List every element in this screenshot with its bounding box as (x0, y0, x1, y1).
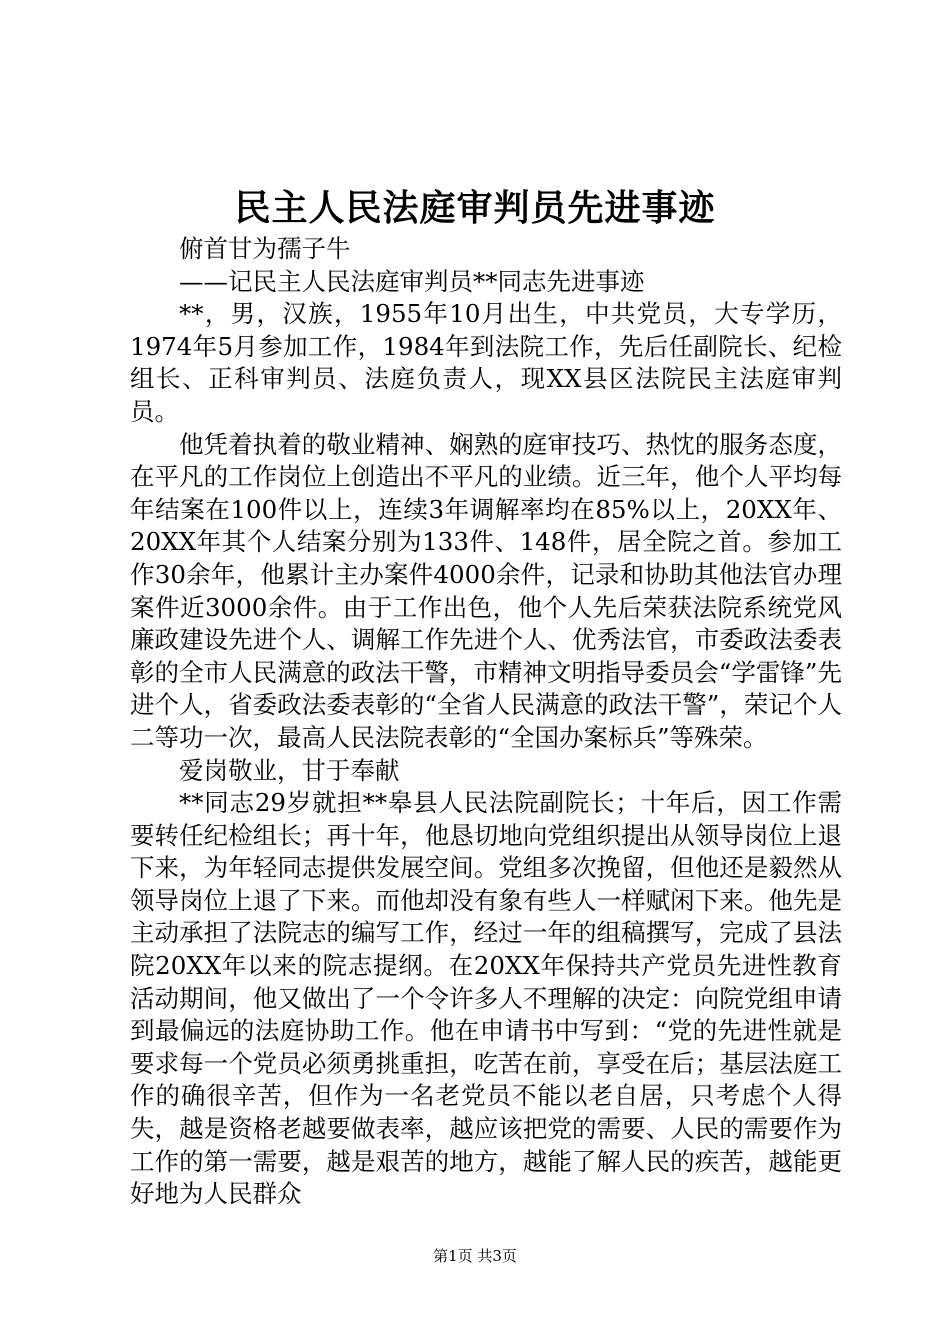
document-title: 民主人民法庭审判员先进事迹 (234, 187, 716, 229)
subtitle-line: 俯首甘为孺子牛 (179, 234, 351, 263)
paragraph-profile: **，男，汉族，1955年10月出生，中共党员，大专学历，1974年5月参加工作，1984年到法院工作，先后任副院长、纪检组长、正科审判员、法庭负责人，现XX县区法院民主法庭审判员。 (130, 299, 842, 426)
page-number-footer: 第1页 共3页 (433, 1247, 517, 1265)
section-heading: 爱岗敬业，甘于奉献 (179, 755, 400, 785)
paragraph-achievements: 他凭着执着的敬业精神、娴熟的庭审技巧、热忱的服务态度，在平凡的工作岗位上创造出不平凡的业绩。近三年，他个人平均每年结案在100件以上，连续3年调解率均在85%以上，20XX年、20XX年其个人结案分别为133件、148件，居全院之首。参加工作30余年，他累计主办案件4000余件，记录和协助其他法官办理案件近3000余件。由于工作出色，他个人先后荣获法院系统党风廉政建设先进个人、调解工作先进个人、优秀法官，市委政法委表彰的全市人民满意的政法干警，市精神文明指导委员会“学雷锋”先进个人，省委政法委表彰的“全省人民满意的政法干警”，荣记个人二等功一次，最高人民法院表彰的“全国办案标兵”等殊荣。 (130, 429, 842, 752)
paragraph-dedication: **同志29岁就担**皋县人民法院副院长；十年后，因工作需要转任纪检组长；再十年，他恳切地向党组织提出从领导岗位上退下来，为年轻同志提供发展空间。党组多次挽留，但他还是毅然从领导岗位上退了下来。而他却没有象有些人一样赋闲下来。他先是主动承担了法院志的编写工作，经过一年的组稿撰写，完成了县法院20XX年以来的院志提纲。在20XX年保持共产党员先进性教育活动期间，他又做出了一个令许多人不理解的决定：向院党组申请到最偏远的法庭协助工作。他在申请书中写到：“党的先进性就是要求每一个党员必须勇挑重担，吃苦在前，享受在后；基层法庭工作的确很辛苦，但作为一名老党员不能以老自居，只考虑个人得失，越是资格老越要做表率，越应该把党的需要、人民的需要作为工作的第一需要，越是艰苦的地方，越能了解人民的疾苦，越能更好地为人民群众 (130, 788, 842, 1209)
document-body (130, 233, 842, 1211)
subtitle-byline: ——记民主人民法庭审判员**同志先进事迹 (179, 266, 645, 296)
